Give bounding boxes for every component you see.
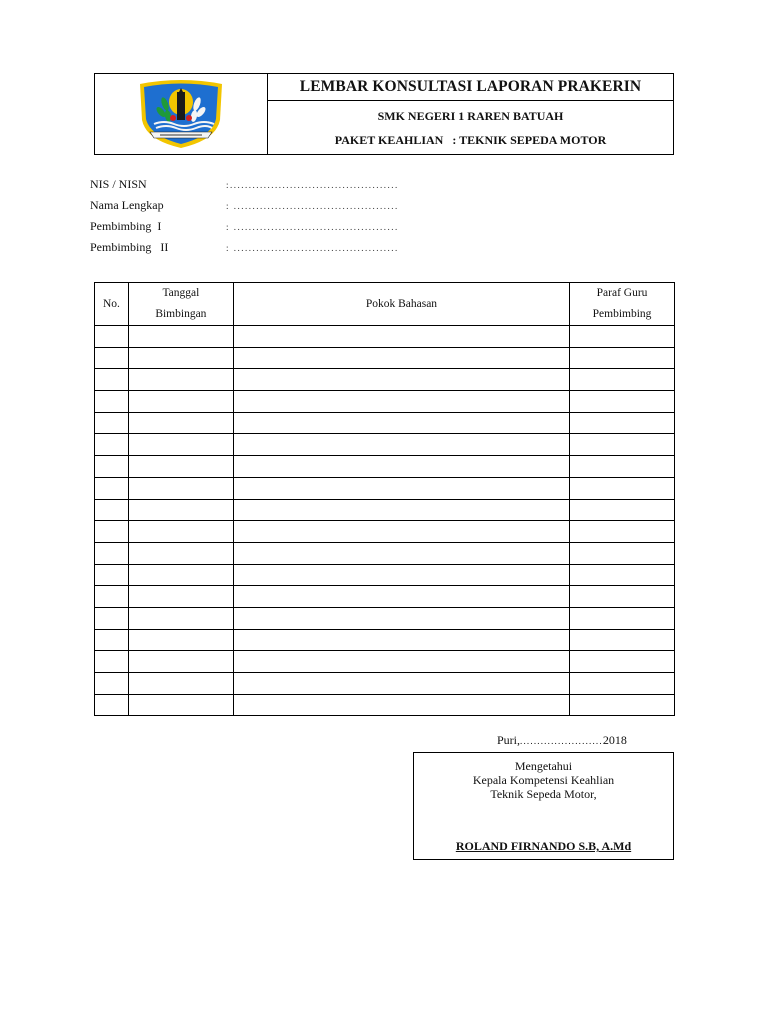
date-cell[interactable] xyxy=(128,629,233,651)
topic-cell[interactable] xyxy=(233,434,569,456)
date-cell[interactable] xyxy=(128,564,233,586)
title-cell xyxy=(268,74,673,154)
topic-cell[interactable] xyxy=(233,694,569,716)
approval-line-3: Teknik Sepeda Motor, xyxy=(490,787,597,801)
year: 2018 xyxy=(602,733,627,747)
header-date-line1: Tanggal xyxy=(162,287,200,299)
table-row xyxy=(95,651,675,673)
no-cell[interactable] xyxy=(95,694,129,716)
topic-cell[interactable] xyxy=(233,326,569,348)
table-row xyxy=(95,434,675,456)
no-cell[interactable] xyxy=(95,326,129,348)
topic-cell[interactable] xyxy=(233,521,569,543)
signature-cell[interactable] xyxy=(570,629,675,651)
signer-name: ROLAND FIRNANDO S.B, A.Md xyxy=(455,839,632,853)
name-label: Nama Lengkap xyxy=(90,198,164,212)
no-cell[interactable] xyxy=(95,629,129,651)
advisor-2-label: Pembimbing II xyxy=(90,240,169,254)
signature-cell[interactable] xyxy=(570,477,675,499)
signature-cell[interactable] xyxy=(570,456,675,478)
table-row xyxy=(95,369,675,391)
topic-cell[interactable] xyxy=(233,542,569,564)
topic-cell[interactable] xyxy=(233,607,569,629)
topic-cell[interactable] xyxy=(233,629,569,651)
table-row xyxy=(95,586,675,608)
no-cell[interactable] xyxy=(95,477,129,499)
signature-cell[interactable] xyxy=(570,326,675,348)
topic-cell[interactable] xyxy=(233,673,569,695)
table-row xyxy=(95,456,675,478)
no-cell[interactable] xyxy=(95,391,129,413)
no-cell[interactable] xyxy=(95,564,129,586)
table-row xyxy=(95,521,675,543)
school-info xyxy=(268,101,673,154)
signature-cell[interactable] xyxy=(570,542,675,564)
approval-line-2: Kepala Kompetensi Keahlian xyxy=(472,773,615,787)
nis-field[interactable]: :............................................. xyxy=(226,179,399,190)
signature-cell[interactable] xyxy=(570,651,675,673)
signature-cell[interactable] xyxy=(570,586,675,608)
header-date-line2: Bimbingan xyxy=(155,307,207,320)
topic-cell[interactable] xyxy=(233,456,569,478)
date-field[interactable]: ........................ xyxy=(520,736,603,746)
signature-cell[interactable] xyxy=(570,673,675,695)
date-cell[interactable] xyxy=(128,477,233,499)
date-cell[interactable] xyxy=(128,391,233,413)
logo-cell xyxy=(95,74,268,154)
school-crest-icon xyxy=(134,78,228,150)
topic-cell[interactable] xyxy=(233,564,569,586)
header-sign-line2: Pembimbing xyxy=(592,307,652,320)
date-cell[interactable] xyxy=(128,542,233,564)
table-row xyxy=(95,499,675,521)
advisor-2-field[interactable]: : ............................................ xyxy=(226,242,399,253)
table-row xyxy=(95,412,675,434)
no-cell[interactable] xyxy=(95,456,129,478)
table-row xyxy=(95,391,675,413)
no-cell[interactable] xyxy=(95,347,129,369)
student-identity xyxy=(90,174,399,258)
topic-cell[interactable] xyxy=(233,347,569,369)
signature-cell[interactable] xyxy=(570,499,675,521)
no-cell[interactable] xyxy=(95,542,129,564)
signature-cell[interactable] xyxy=(570,694,675,716)
header-box xyxy=(94,73,674,155)
no-cell[interactable] xyxy=(95,499,129,521)
table-header-row xyxy=(95,283,675,326)
advisor-1-label: Pembimbing I xyxy=(90,219,162,233)
header-sign-line1: Paraf Guru xyxy=(596,287,648,299)
date-cell[interactable] xyxy=(128,694,233,716)
header-no: No. xyxy=(95,283,129,326)
signature-cell[interactable] xyxy=(570,391,675,413)
no-cell[interactable] xyxy=(95,673,129,695)
no-cell[interactable] xyxy=(95,369,129,391)
identity-row-advisor-2 xyxy=(90,237,399,258)
program-name: PAKET KEAHLIAN : TEKNIK SEPEDA MOTOR xyxy=(334,133,607,147)
place-label: Puri, xyxy=(497,733,521,747)
approval-line-1: Mengetahui xyxy=(514,759,573,773)
signature-cell[interactable] xyxy=(570,434,675,456)
header-date xyxy=(128,283,233,326)
table-row xyxy=(95,607,675,629)
topic-cell[interactable] xyxy=(233,477,569,499)
table-row xyxy=(95,629,675,651)
no-cell[interactable] xyxy=(95,412,129,434)
table-row xyxy=(95,347,675,369)
date-cell[interactable] xyxy=(128,456,233,478)
date-cell[interactable] xyxy=(128,673,233,695)
table-body xyxy=(95,326,675,716)
topic-cell[interactable] xyxy=(233,586,569,608)
header-signature xyxy=(570,283,675,326)
header-topic: Pokok Bahasan xyxy=(233,283,569,326)
no-cell[interactable] xyxy=(95,586,129,608)
date-cell[interactable] xyxy=(128,521,233,543)
identity-row-name xyxy=(90,195,399,216)
advisor-1-field[interactable]: : ............................................ xyxy=(226,221,399,232)
date-cell[interactable] xyxy=(128,607,233,629)
date-cell[interactable] xyxy=(128,586,233,608)
topic-cell[interactable] xyxy=(233,412,569,434)
date-cell[interactable] xyxy=(128,499,233,521)
date-cell[interactable] xyxy=(128,412,233,434)
form-title: LEMBAR KONSULTASI LAPORAN PRAKERIN xyxy=(268,74,673,101)
no-cell[interactable] xyxy=(95,607,129,629)
signature-cell[interactable] xyxy=(570,347,675,369)
date-cell[interactable] xyxy=(128,326,233,348)
table-row xyxy=(95,542,675,564)
topic-cell[interactable] xyxy=(233,651,569,673)
topic-cell[interactable] xyxy=(233,391,569,413)
table-row xyxy=(95,564,675,586)
nis-label: NIS / NISN xyxy=(90,177,147,191)
signature-cell[interactable] xyxy=(570,607,675,629)
date-cell[interactable] xyxy=(128,651,233,673)
topic-cell[interactable] xyxy=(233,369,569,391)
signature-cell[interactable] xyxy=(570,521,675,543)
date-cell[interactable] xyxy=(128,347,233,369)
school-name: SMK NEGERI 1 RAREN BATUAH xyxy=(377,109,564,123)
date-cell[interactable] xyxy=(128,434,233,456)
no-cell[interactable] xyxy=(95,434,129,456)
place-date xyxy=(497,733,627,748)
name-field[interactable]: : ............................................ xyxy=(226,200,399,211)
table-row xyxy=(95,673,675,695)
topic-cell[interactable] xyxy=(233,499,569,521)
table-row xyxy=(95,477,675,499)
approval-box xyxy=(413,752,674,860)
consultation-table xyxy=(94,282,675,716)
no-cell[interactable] xyxy=(95,521,129,543)
identity-row-advisor-1 xyxy=(90,216,399,237)
no-cell[interactable] xyxy=(95,651,129,673)
identity-row-nis xyxy=(90,174,399,195)
signature-cell[interactable] xyxy=(570,564,675,586)
signature-cell[interactable] xyxy=(570,412,675,434)
signature-cell[interactable] xyxy=(570,369,675,391)
date-cell[interactable] xyxy=(128,369,233,391)
table-row xyxy=(95,326,675,348)
table-row xyxy=(95,694,675,716)
